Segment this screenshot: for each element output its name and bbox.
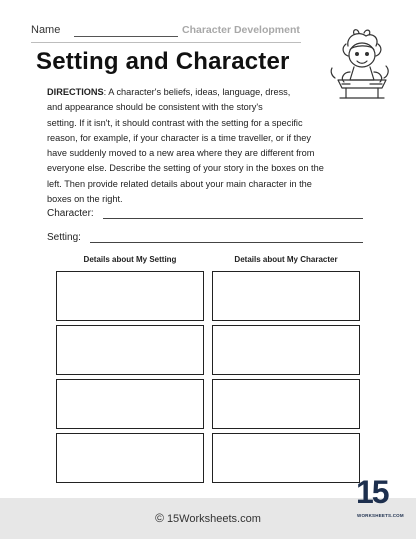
- character-detail-box[interactable]: [212, 325, 360, 375]
- character-write-line[interactable]: [103, 218, 363, 219]
- directions-line: reason, for example, if your character is a time traveller, or if they: [47, 132, 311, 143]
- directions-line: have suddenly moved to a new area where they are different from: [47, 148, 315, 159]
- setting-detail-box[interactable]: [56, 271, 204, 321]
- logo-wordmark: WORKSHEETS.COM: [357, 513, 404, 518]
- directions-line: everyone else. Describe the setting of your story in the boxes on the: [47, 163, 324, 174]
- setting-write-line[interactable]: [90, 242, 363, 243]
- site-logo: [356, 472, 404, 532]
- character-column-heading: Details about My Character: [234, 255, 338, 264]
- footer-bar: [0, 498, 416, 539]
- category-label: Character Development: [182, 24, 300, 36]
- footer-credit: [0, 511, 416, 525]
- directions-line: [47, 85, 377, 100]
- character-detail-box[interactable]: [212, 271, 360, 321]
- setting-column-heading: Details about My Setting: [83, 255, 177, 264]
- character-field: [47, 208, 363, 222]
- setting-label: Setting:: [47, 232, 81, 243]
- setting-detail-box[interactable]: [56, 379, 204, 429]
- directions-line: setting. If it isn't, it should contrast with the setting for a specific: [47, 117, 303, 128]
- character-label: Character:: [47, 208, 94, 219]
- setting-field: [47, 232, 363, 246]
- copyright-symbol: ©: [155, 511, 164, 525]
- directions-paragraph: [47, 85, 377, 207]
- setting-detail-box[interactable]: [56, 433, 204, 483]
- header-divider: [31, 42, 301, 43]
- directions-line: left. Then provide related details about your main character in the: [47, 178, 312, 189]
- name-label: Name: [31, 24, 61, 36]
- directions-line: boxes on the right.: [47, 194, 123, 205]
- setting-detail-box[interactable]: [56, 325, 204, 375]
- name-write-line: [74, 36, 178, 37]
- header-row: [31, 24, 301, 40]
- logo-number: 15: [356, 474, 388, 510]
- directions-line: and appearance should be consistent with the story's: [47, 102, 263, 113]
- directions-text: : A character's beliefs, ideas, language, dress,: [103, 87, 291, 97]
- character-detail-box[interactable]: [212, 379, 360, 429]
- page-title: Setting and Character: [36, 48, 290, 75]
- character-detail-box[interactable]: [212, 433, 360, 483]
- footer-site-name: 15Worksheets.com: [166, 513, 261, 525]
- directions-label: DIRECTIONS: [47, 87, 104, 97]
